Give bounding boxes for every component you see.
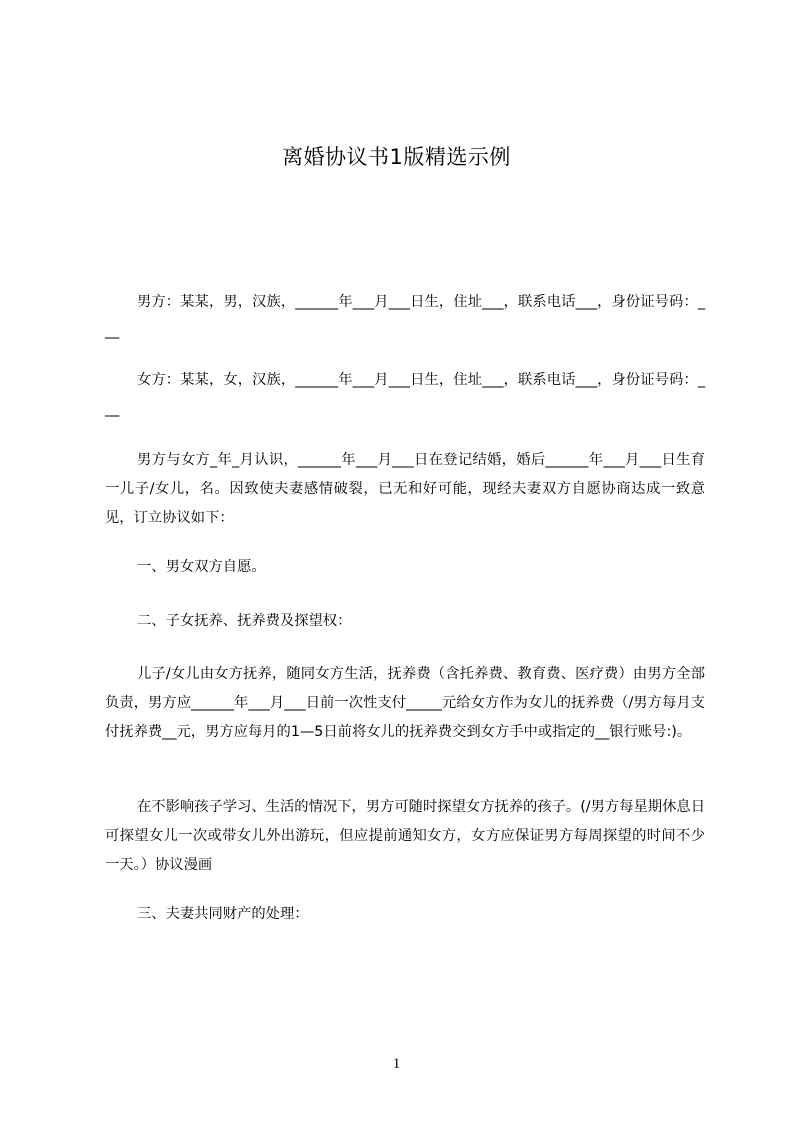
marriage-background-paragraph: 男方与女方_年_月认识，______年___月___日在登记结婚，婚后______年___月___日生育一儿子/女儿，名。因致使夫妻感情破裂，已无和好可能，现经夫妻双方自愿协商达成一致意见，订立协议如下： — [105, 452, 706, 526]
husband-info-paragraph: 男方：某某，男，汉族，______年___月___日生，住址___，联系电话___，身份证号码：___ — [105, 294, 705, 339]
document-title: 离婚协议书1版精选示例 — [282, 145, 511, 169]
section-one-heading: 一、男女双方自愿。 — [137, 559, 266, 575]
page-number: 1 — [392, 1056, 401, 1072]
wife-info-paragraph: 女方：某某，女，汉族，______年___月___日生，住址___，联系电话___，身份证号码：___ — [105, 372, 705, 417]
section-two-heading: 二、子女抚养、抚养费及探望权： — [137, 613, 352, 629]
visitation-paragraph: 在不影响孩子学习、生活的情况下，男方可随时探望女方抚养的孩子。(/男方每星期休息日可探望女儿一次或带女儿外出游玩，但应提前通知女方，女方应保证男方每周探望的时间不少一天。）协议漫画 — [105, 799, 705, 873]
section-three-heading: 三、夫妻共同财产的处理： — [137, 906, 309, 922]
child-custody-paragraph: 儿子/女儿由女方抚养，随同女方生活，抚养费（含托养费、教育费、医疗费）由男方全部负责，男方应______年___月___日前一次性支付_____元给女方作为女儿的抚养费（/男方每月支付抚养费__元，男方应每月的1—5日前将女儿的抚养费交到女方手中或指定的__银行账号:)。 — [105, 666, 705, 740]
